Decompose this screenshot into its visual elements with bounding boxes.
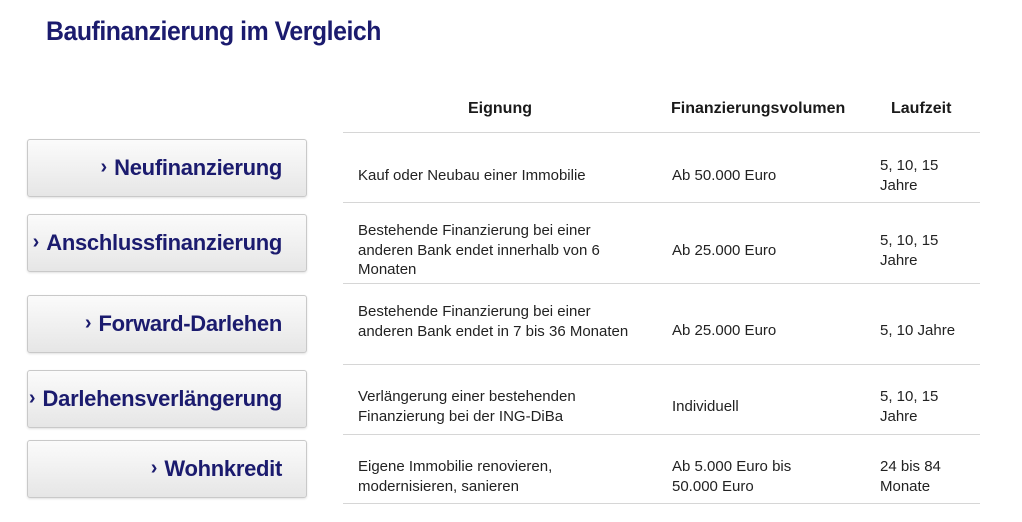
page-title: Baufinanzierung im Vergleich: [46, 16, 381, 46]
table-cell-laufzeit: 5, 10, 15 Jahre: [880, 157, 939, 194]
table-cell-volumen: Ab 25.000 Euro: [672, 322, 777, 339]
nav-button-forward-darlehen[interactable]: [27, 295, 307, 353]
chevron-right-icon: ›: [32, 230, 40, 253]
chevron-right-icon: ›: [100, 155, 108, 178]
column-header-eignung: Eignung: [468, 100, 532, 117]
table-cell-volumen: Individuell: [672, 398, 739, 415]
table-cell-laufzeit: 5, 10, 15 Jahre: [880, 232, 939, 269]
nav-button-label: Neufinanzierung: [114, 155, 282, 180]
table-cell-eignung: Kauf oder Neubau einer Immobilie: [358, 167, 586, 184]
table-cell-eignung: Bestehende Finanzierung bei einer anderen Bank endet in 7 bis 36 Monaten: [358, 303, 629, 340]
chevron-right-icon: ›: [150, 456, 158, 479]
table-cell-eignung: Bestehende Finanzierung bei einer anderen Bank endet innerhalb von 6 Monaten: [358, 222, 600, 278]
table-divider: [343, 283, 980, 284]
nav-button-wohnkredit[interactable]: [27, 440, 307, 498]
table-divider: [343, 434, 980, 435]
table-divider: [343, 132, 980, 133]
nav-button-label: Anschlussfinanzierung: [46, 230, 282, 255]
table-cell-eignung: Verlängerung einer bestehenden Finanzierung bei der ING-DiBa: [358, 388, 576, 425]
table-divider: [343, 503, 980, 504]
table-cell-volumen: Ab 25.000 Euro: [672, 242, 777, 259]
table-cell-laufzeit: 24 bis 84 Monate: [880, 458, 941, 495]
table-divider: [343, 202, 980, 203]
table-cell-laufzeit: 5, 10 Jahre: [880, 322, 956, 339]
column-header-laufzeit: Laufzeit: [891, 100, 952, 117]
nav-button-neufinanzierung[interactable]: [27, 139, 307, 197]
table-cell-volumen: Ab 5.000 Euro bis 50.000 Euro: [672, 458, 792, 495]
nav-button-label: Forward-Darlehen: [98, 311, 282, 336]
nav-button-darlehensverlaengerung[interactable]: [27, 370, 307, 428]
table-cell-laufzeit: 5, 10, 15 Jahre: [880, 388, 939, 425]
table-cell-volumen: Ab 50.000 Euro: [672, 167, 777, 184]
table-divider: [343, 364, 980, 365]
chevron-right-icon: ›: [28, 386, 36, 409]
nav-button-anschlussfinanzierung[interactable]: [27, 214, 307, 272]
nav-button-label: Wohnkredit: [164, 456, 282, 481]
column-header-finanzierungsvolumen: Finanzierungsvolumen: [671, 100, 846, 117]
chevron-right-icon: ›: [84, 311, 92, 334]
nav-button-label: Darlehensverlängerung: [42, 386, 282, 411]
table-cell-eignung: Eigene Immobilie renovieren, modernisieren, sanieren: [358, 458, 553, 495]
